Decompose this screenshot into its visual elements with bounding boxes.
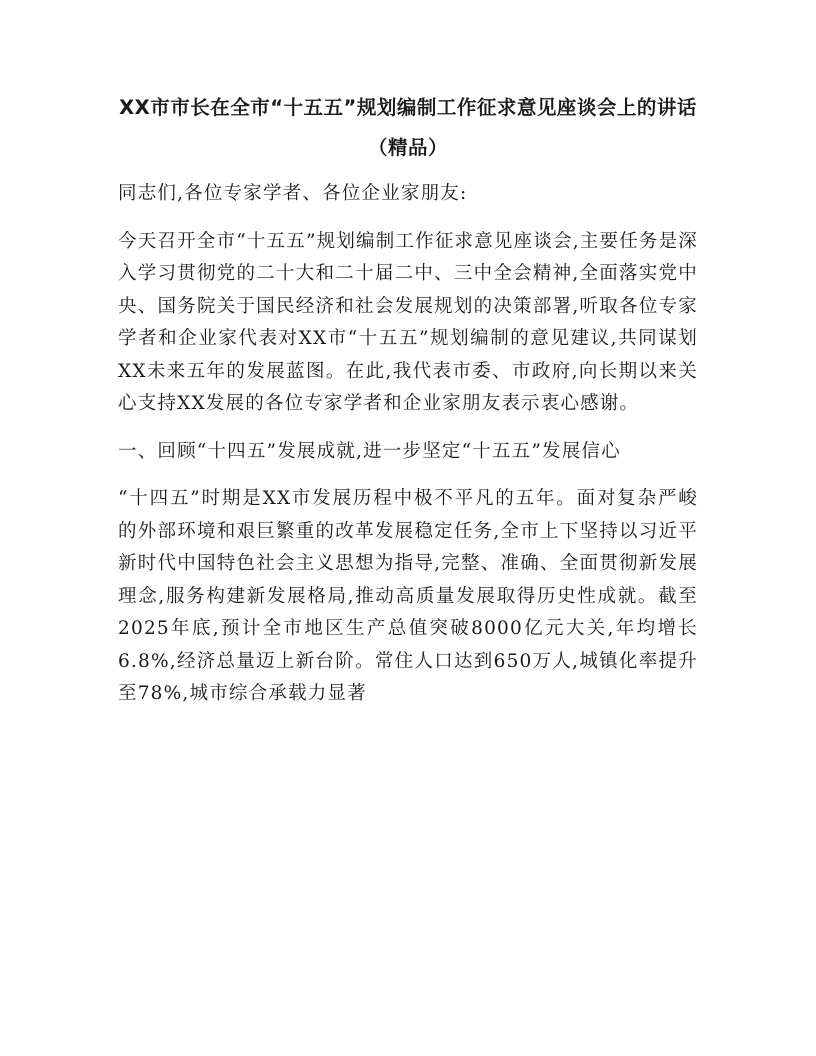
document-title: XX市市长在全市“十五五”规划编制工作征求意见座谈会上的讲话（精品）	[119, 96, 697, 159]
intro-paragraph: 今天召开全市“十五五”规划编制工作征求意见座谈会,主要任务是深入学习贯彻党的二十大和二十届二中、三中全会精神,全面落实党中央、国务院关于国民经济和社会发展规划的决策部署,听取各位专家学者和企业家代表对XX市“十五五”规划编制的意见建议,共同谋划XX未来五年的发展蓝图。在此,我代表市委、市政府,向长期以来关心支持XX发展的各位专家学者和企业家朋友表示衷心感谢。	[118, 230, 698, 414]
greeting-paragraph: 同志们,各位专家学者、各位企业家朋友:	[118, 183, 468, 204]
section-1-heading: 一、回顾“十四五”发展成就,进一步坚定“十五五”发展信心	[118, 440, 621, 462]
section-1-body: “十四五”时期是XX市发展历程中极不平凡的五年。面对复杂严峻的外部环境和艰巨繁重的改革发展稳定任务,全市上下坚持以习近平新时代中国特色社会主义思想为指导,完整、准确、全面贯彻新发展理念,服务构建新发展格局,推动高质量发展取得历史性成就。截至2025年底,预计全市地区生产总值突破8000亿元大关,年均增长6.8%,经济总量迈上新台阶。常住人口达到650万人,城镇化率提升至78%,城市综合承载力显著	[118, 488, 698, 704]
document-page	[118, 88, 698, 726]
